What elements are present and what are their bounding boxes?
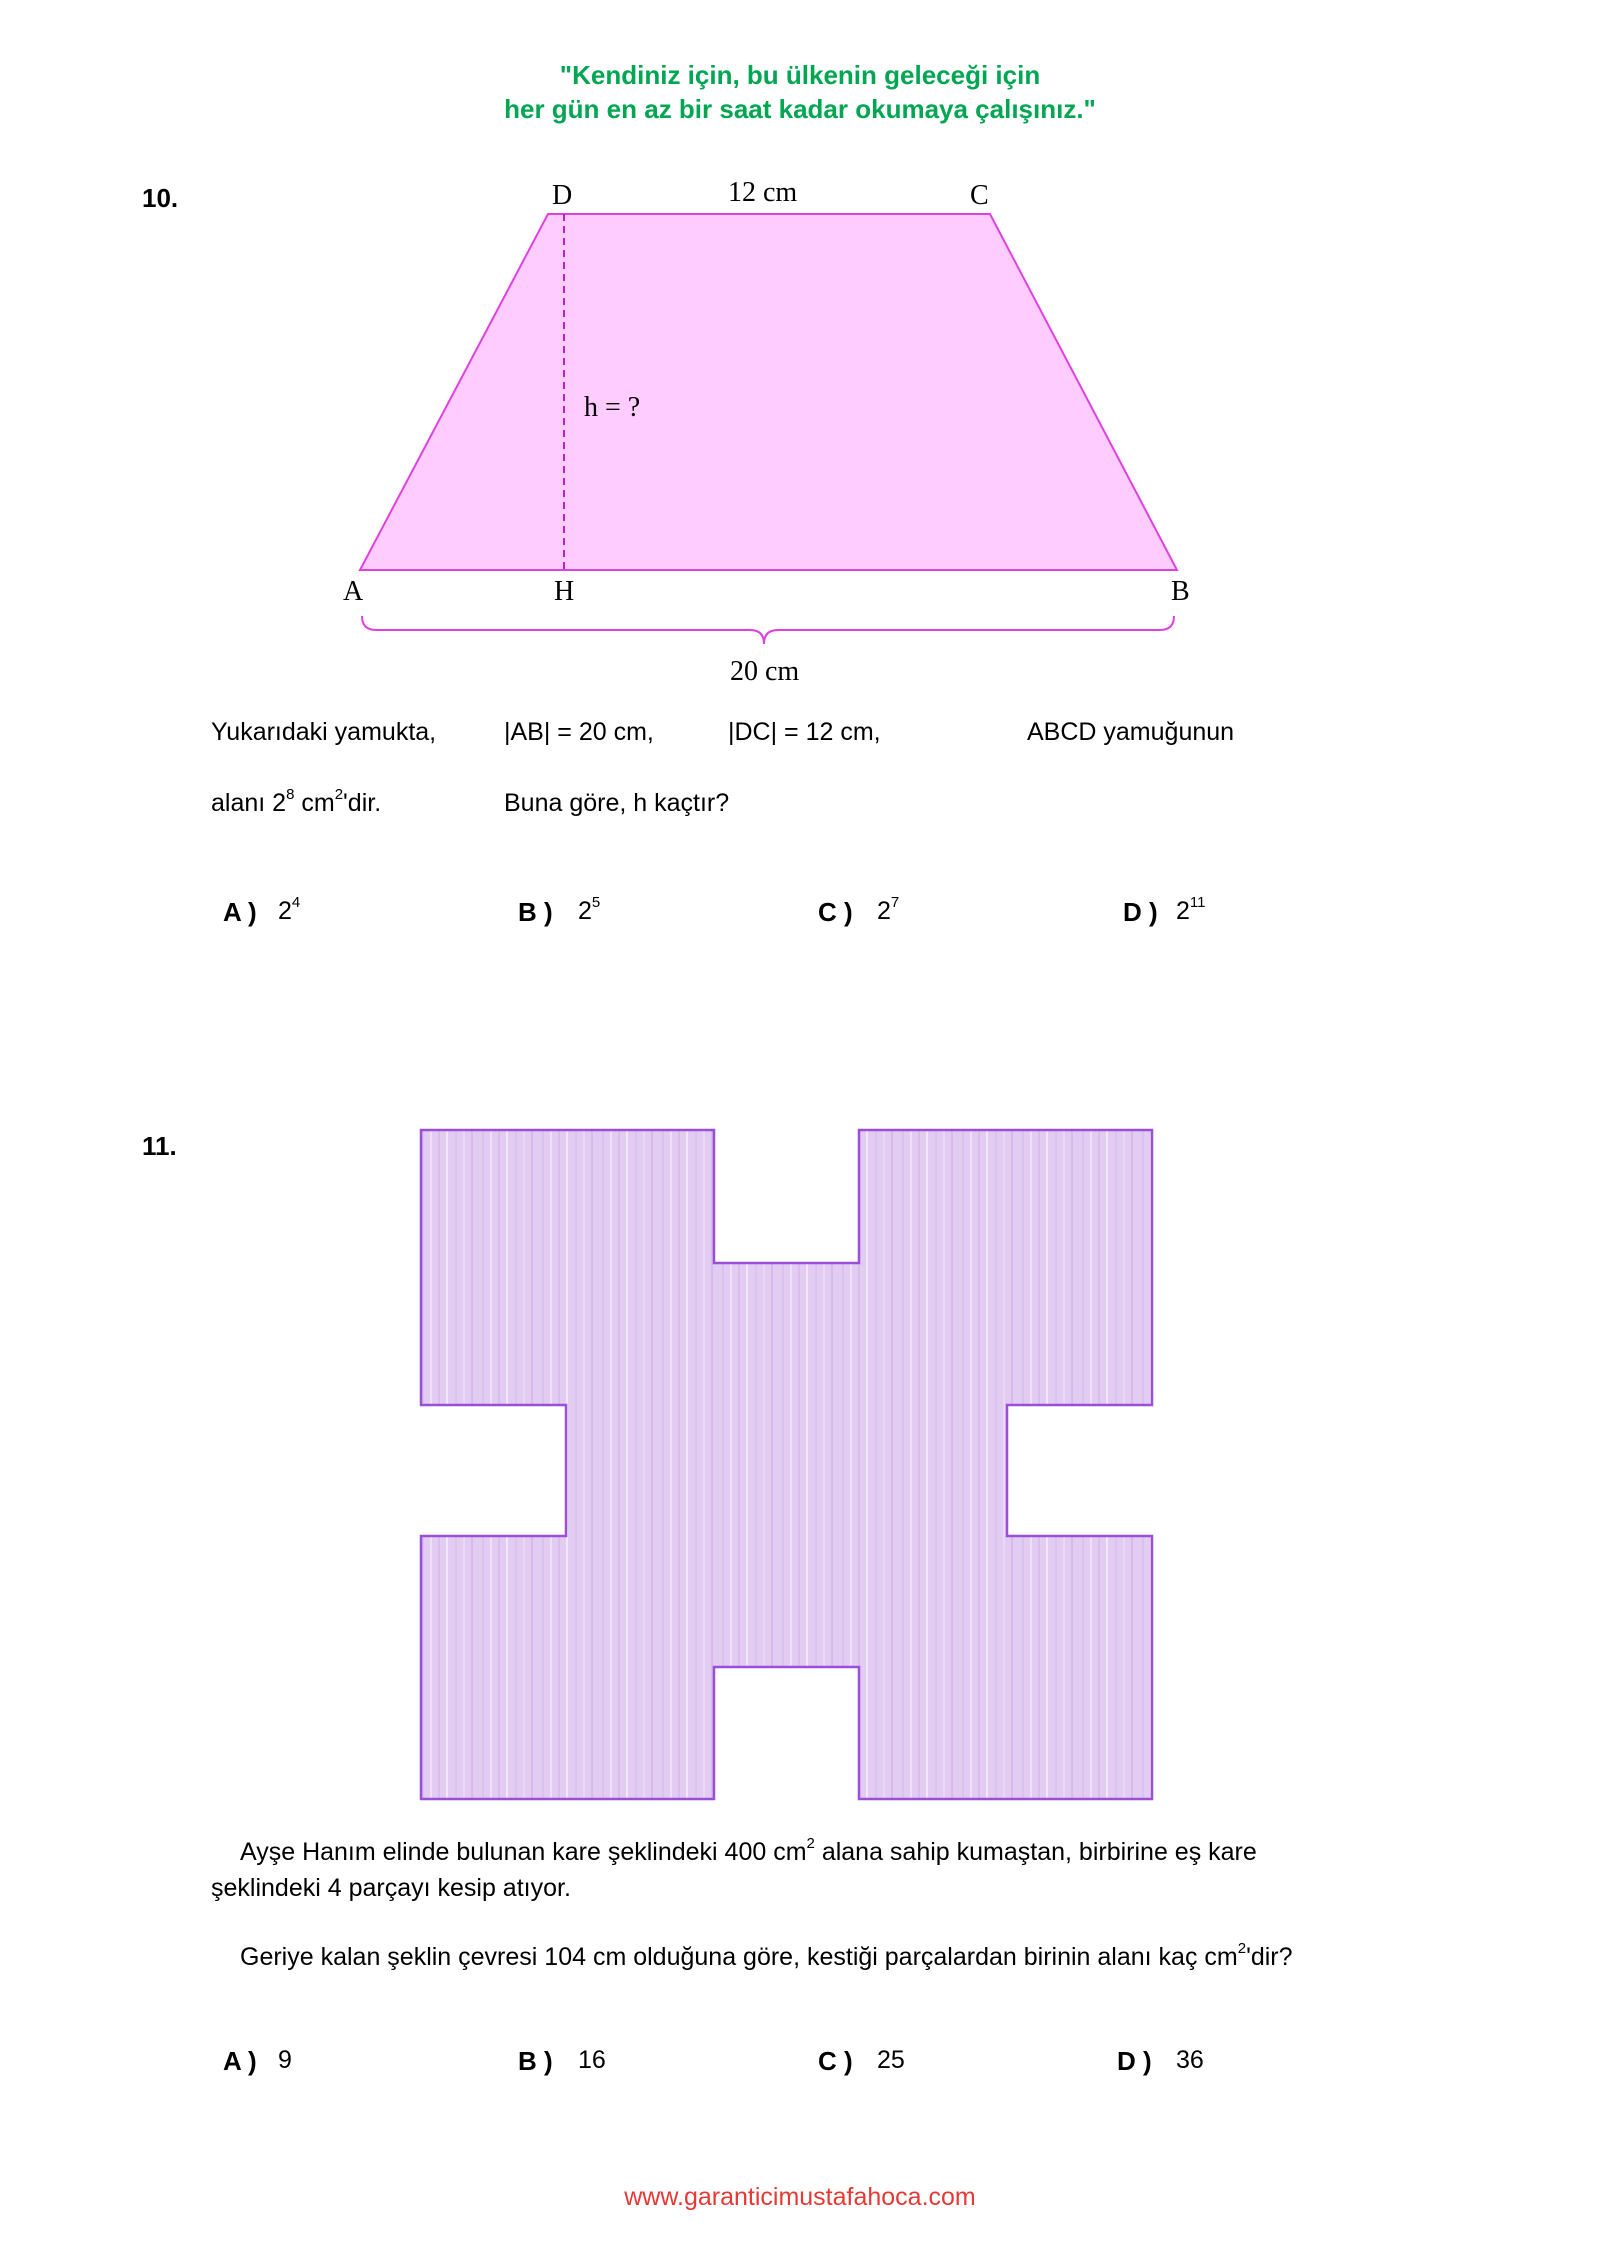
q10-choice-a-value[interactable]: $2^4$ [278,894,301,925]
question-10-number: 10. [142,183,179,213]
motto-line-1: "Kendiniz için, bu ülkenin geleceği için [559,60,1041,90]
q11-choice-a-letter[interactable]: A ) [223,2046,257,2076]
q11-choice-c-value[interactable]: 25 [877,2046,905,2074]
q10-choice-b-value[interactable]: $2^5$ [578,894,601,925]
q11-choice-d-letter[interactable]: D ) [1117,2046,1152,2076]
height-label: h = ? [584,392,641,423]
q11-choice-b-value[interactable]: 16 [578,2046,606,2074]
q10-question: Buna göre, h kaçtır? [504,789,730,817]
q11-choice-c-letter[interactable]: C ) [818,2046,853,2076]
vertex-label-d: D [552,180,573,211]
top-length-label: 12 cm [728,177,798,208]
q11-text-line2: şeklindeki 4 parçayı kesip atıyor. [211,1874,571,1902]
q10-choice-a-letter[interactable]: A ) [223,897,257,927]
q10-choice-b-letter[interactable]: B ) [518,897,553,927]
q10-area-statement: alanı $2^8$ $cm^2'dir$. [211,786,382,817]
vertex-label-b: B [1171,576,1190,607]
q10-choice-d-value[interactable]: $2^{11}$ [1176,894,1206,925]
q11-choice-a-value[interactable]: 9 [278,2046,292,2074]
q10-text-part3: |DC| = 12 cm, [728,718,881,746]
q10-text-part2: |AB| = 20 cm, [504,718,654,746]
bottom-length-label: 20 cm [730,656,800,687]
question-11-number: 11. [142,1131,177,1161]
vertex-label-a: A [343,576,364,607]
trapezoid-abcd [360,214,1177,570]
footer-website-link[interactable]: www.garanticimustafahoca.com [624,2183,976,2211]
q10-choice-d-letter[interactable]: D ) [1123,897,1158,927]
q10-choice-c-value[interactable]: $2^7$ [877,894,900,925]
bottom-brace [362,616,1174,644]
q11-choice-d-value[interactable]: 36 [1176,2046,1204,2074]
q10-text-part4: ABCD yamuğunun [1027,718,1235,746]
q10-text-part1: Yukarıdaki yamukta, [211,718,437,746]
foot-label-h: H [554,576,575,607]
q11-question: Geriye kalan şeklin çevresi 104 cm olduğuna göre, kestiği parçalardan birinin alanı kaç $cm^2'dir$? [240,1940,1293,1971]
q11-choice-b-letter[interactable]: B ) [518,2046,553,2076]
q11-text-line1: Ayşe Hanım elinde bulunan kare şeklindeki 400 $cm^2$ alana sahip kumaştan, birbirine eş kare [240,1835,1257,1866]
vertex-label-c: C [970,180,989,211]
motto-line-2: her gün en az bir saat kadar okumaya çalışınız." [504,94,1096,124]
q10-choice-c-letter[interactable]: C ) [818,897,853,927]
fabric-shape [421,1130,1152,1799]
